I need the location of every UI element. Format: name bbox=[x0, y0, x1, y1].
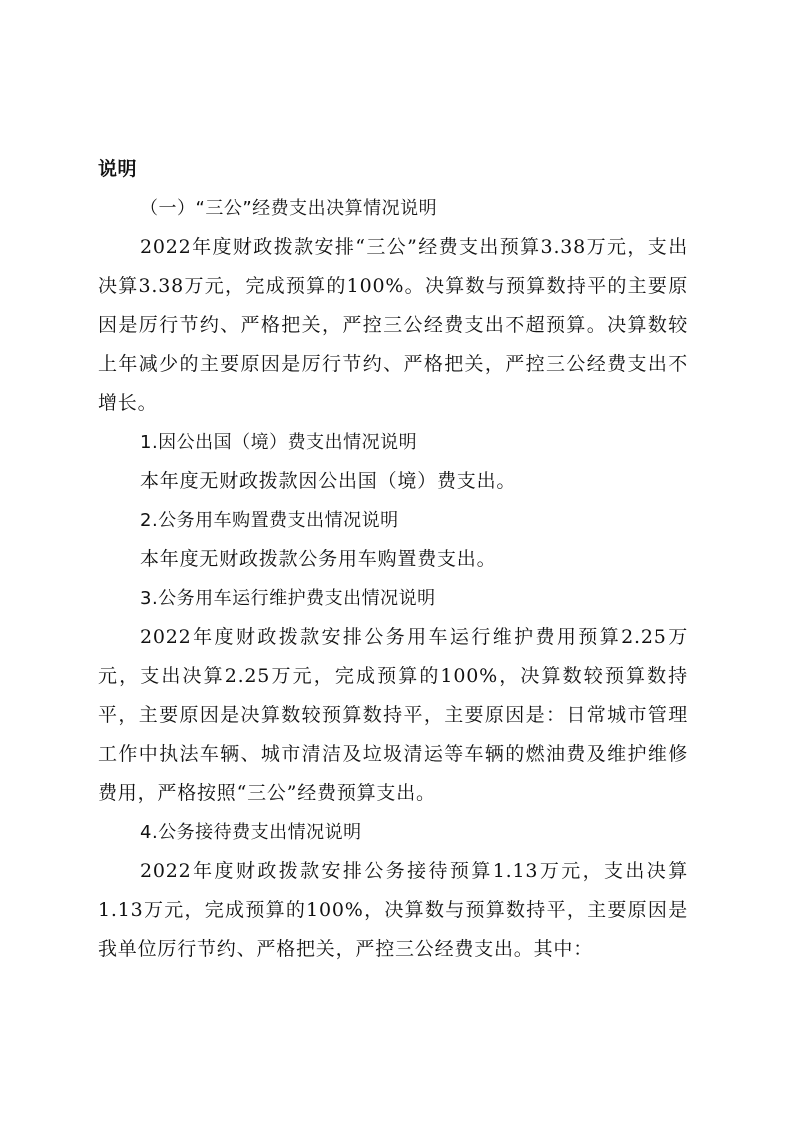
item-body-2: 本年度无财政拨款公务用车购置费支出。 bbox=[140, 548, 497, 570]
item-heading-2: 2.公务用车购置费支出情况说明 bbox=[140, 510, 399, 531]
section-heading: （一）“三公”经费支出决算情况说明 bbox=[140, 198, 438, 219]
item-heading-1: 1.因公出国（境）费支出情况说明 bbox=[140, 432, 418, 453]
intro-paragraph: 2022年度财政拨款安排“三公”经费支出预算3.38万元，支出决算3.38万元，完成预算的100%。决算数与预算数持平的主要原因是厉行节约、严格把关，严控三公经费支出不超预算。决算数较上年减少的主要原因是厉行节约、严格把关，严控三公经费支出不增长。 bbox=[98, 236, 688, 414]
item-body-4: 2022年度财政拨款安排公务接待预算1.13万元，支出决算1.13万元，完成预算的100%，决算数与预算数持平，主要原因是我单位厉行节约、严格把关，严控三公经费支出。其中： bbox=[98, 860, 688, 960]
document-title: 说明 bbox=[98, 158, 138, 180]
item-heading-3: 3.公务用车运行维护费支出情况说明 bbox=[140, 588, 436, 609]
item-body-1: 本年度无财政拨款因公出国（境）费支出。 bbox=[140, 470, 517, 492]
item-body-3: 2022年度财政拨款安排公务用车运行维护费用预算2.25万元，支出决算2.25万元，完成预算的100%，决算数较预算数持平，主要原因是决算数较预算数持平，主要原因是：日常城市管理工作中执法车辆、城市清洁及垃圾清运等车辆的燃油费及维护维修费用，严格按照“三公”经费预算支出。 bbox=[98, 626, 688, 804]
document-body bbox=[98, 150, 688, 969]
item-heading-4: 4.公务接待费支出情况说明 bbox=[140, 822, 362, 843]
